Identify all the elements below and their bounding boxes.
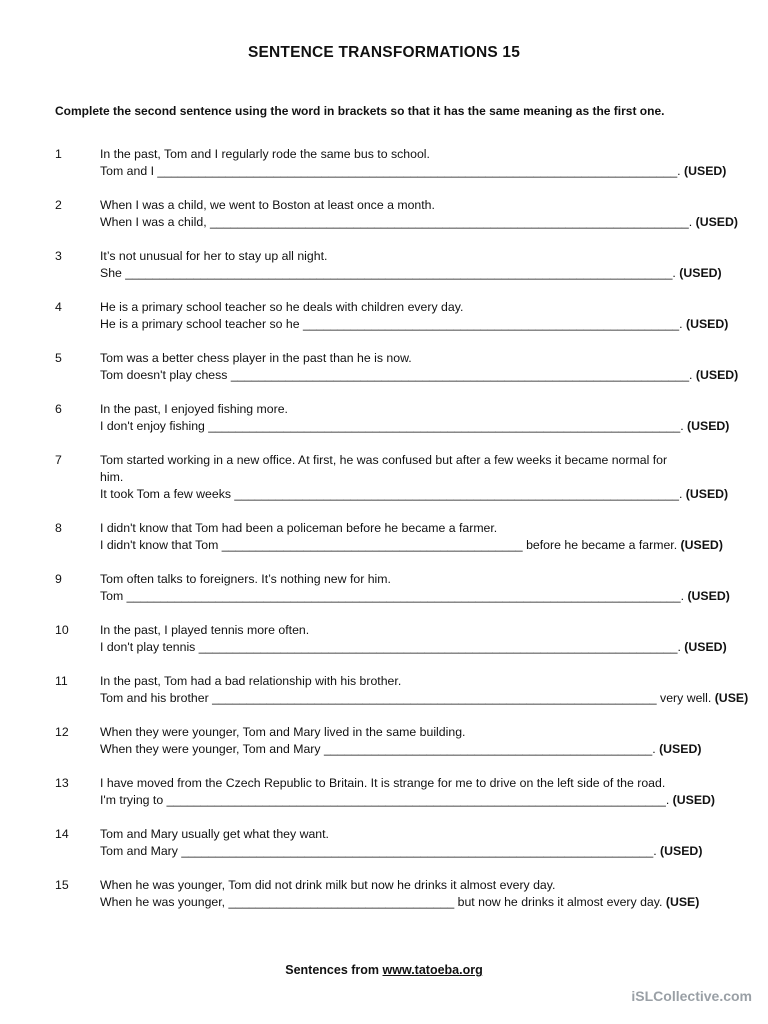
sentence-text: In the past, I played tennis more often.: [100, 623, 310, 637]
exercise-number: 1: [55, 147, 62, 161]
sentence-text: I didn't know that Tom had been a policeman before he became a farmer.: [100, 521, 498, 535]
exercise-line: [100, 741, 715, 758]
sentence-text: Tom and Mary _____________________________________________________________________.: [100, 844, 657, 858]
bracket-keyword: (USE): [711, 691, 749, 705]
footer-prefix: Sentences from: [285, 963, 383, 977]
exercise-line: [100, 163, 727, 180]
exercise-lines: [100, 452, 729, 503]
sentence-text: In the past, I enjoyed fishing more.: [100, 402, 288, 416]
exercise-number: 9: [55, 572, 62, 586]
exercise-number: 8: [55, 521, 62, 535]
exercise-line: [100, 639, 727, 656]
page-title: SENTENCE TRANSFORMATIONS 15: [247, 44, 521, 61]
exercise-number: 7: [55, 453, 62, 467]
exercise-line: [100, 486, 729, 503]
exercise-line: [100, 401, 715, 418]
exercise-lines: [100, 877, 715, 911]
exercise-lines: [100, 248, 722, 282]
sentence-text: When they were younger, Tom and Mary lived in the same building.: [100, 725, 466, 739]
sentence-text: When I was a child, ______________________________________________________________________.: [100, 215, 693, 229]
exercise-lines: [100, 775, 715, 809]
sentence-text: I'm trying to _________________________________________________________________________.: [100, 793, 670, 807]
footer: [0, 963, 768, 977]
exercise-number: 11: [55, 674, 68, 688]
watermark-logo: iSLCollective.com: [631, 988, 752, 1004]
bracket-keyword: (USED): [669, 793, 716, 807]
exercise-lines: [100, 520, 723, 554]
exercise-lines: [100, 146, 727, 180]
sentence-text: I don't play tennis ______________________________________________________________________.: [100, 640, 681, 654]
exercise-line: [100, 418, 730, 435]
exercise-lines: [100, 673, 749, 707]
exercise-line: [100, 265, 722, 282]
exercise-line: [100, 248, 715, 265]
sentence-text: When he was younger, _________________________________ but now he drinks it almost every day.: [100, 895, 663, 909]
exercise-line: [100, 537, 723, 554]
exercise-lines: [100, 826, 715, 860]
sentence-text: Tom was a better chess player in the past than he is now.: [100, 351, 412, 365]
sentence-text: In the past, Tom and I regularly rode the same bus to school.: [100, 147, 430, 161]
bracket-keyword: (USED): [684, 589, 730, 603]
exercise-number: 6: [55, 402, 62, 416]
exercise-number: 5: [55, 351, 62, 365]
sentence-text: Tom _________________________________________________________________________________.: [100, 589, 685, 603]
exercise-line: [100, 775, 715, 792]
sentence-text: I didn't know that Tom ____________________________________________ before he became a farmer.: [100, 538, 678, 552]
exercise-line: [100, 622, 715, 639]
sentence-text: When I was a child, we went to Boston at least once a month.: [100, 198, 435, 212]
exercise-line: [100, 350, 715, 367]
exercise-line: [100, 843, 715, 860]
exercise-line: [100, 571, 715, 588]
sentence-text: I have moved from the Czech Republic to Britain. It is strange for me to drive on the left side of the road.: [100, 776, 666, 790]
sentence-text: He is a primary school teacher so he deals with children every day.: [100, 300, 464, 314]
bracket-keyword: (USED): [692, 368, 739, 382]
exercise-number: 15: [55, 878, 69, 892]
exercise-lines: [100, 571, 730, 605]
bracket-keyword: (USED): [656, 844, 703, 858]
exercise-number: 12: [55, 725, 69, 739]
exercise-line: [100, 520, 715, 537]
exercise-number: 13: [55, 776, 69, 790]
bracket-keyword: (USED): [680, 640, 727, 654]
exercise-lines: [100, 724, 715, 758]
bracket-keyword: (USED): [680, 164, 727, 178]
exercise-number: 3: [55, 249, 62, 263]
sentence-text: He is a primary school teacher so he _______________________________________________________.: [100, 317, 683, 331]
exercise-line: [100, 690, 749, 707]
sentence-text: I don't enjoy fishing _____________________________________________________________________.: [100, 419, 684, 433]
footer-link[interactable]: www.tatoeba.org: [382, 963, 483, 977]
exercise-line: [100, 588, 730, 605]
sentence-text: Tom and I ____________________________________________________________________________.: [100, 164, 681, 178]
exercise-lines: [100, 401, 730, 435]
sentence-text: When they were younger, Tom and Mary ________________________________________________.: [100, 742, 656, 756]
sentence-text: In the past, Tom had a bad relationship with his brother.: [100, 674, 402, 688]
exercise-line: [100, 299, 715, 316]
exercise-line: [100, 673, 715, 690]
sentence-text: Tom and his brother _________________________________________________________________ very well.: [100, 691, 712, 705]
sentence-text: She ________________________________________________________________________________.: [100, 266, 676, 280]
sentence-text: him.: [100, 470, 124, 484]
exercise-line: [100, 316, 729, 333]
bracket-keyword: (USED): [677, 538, 723, 552]
instructions: Complete the second sentence using the word in brackets so that it has the same meaning as the first one.: [55, 104, 665, 118]
bracket-keyword: (USE): [662, 895, 700, 909]
sentence-text: Tom started working in a new office. At first, he was confused but after a few weeks it became normal for: [100, 453, 668, 467]
exercise-number: 10: [55, 623, 69, 637]
bracket-keyword: (USED): [682, 317, 729, 331]
bracket-keyword: (USED): [692, 215, 738, 229]
sentence-text: When he was younger, Tom did not drink milk but now he drinks it almost every day.: [100, 878, 556, 892]
bracket-keyword: (USED): [682, 487, 729, 501]
exercise-number: 14: [55, 827, 69, 841]
exercise-line: [100, 826, 715, 843]
exercise-lines: [100, 350, 739, 384]
exercise-line: [100, 877, 715, 894]
exercise-line: [100, 146, 715, 163]
exercise-line: [100, 724, 715, 741]
exercise-line: [100, 894, 715, 911]
exercise-line: [100, 214, 738, 231]
exercise-lines: [100, 197, 738, 231]
exercise-lines: [100, 622, 727, 656]
bracket-keyword: (USED): [675, 266, 722, 280]
sentence-text: Tom doesn't play chess ___________________________________________________________________.: [100, 368, 693, 382]
sentence-text: It’s not unusual for her to stay up all night.: [100, 249, 328, 263]
bracket-keyword: (USED): [655, 742, 702, 756]
exercise-number: 4: [55, 300, 62, 314]
exercise-line: [100, 469, 715, 486]
exercise-number: 2: [55, 198, 62, 212]
exercise-line: [100, 452, 715, 469]
exercise-lines: [100, 299, 729, 333]
sentence-text: It took Tom a few weeks _________________________________________________________________.: [100, 487, 683, 501]
exercise-line: [100, 792, 715, 809]
sentence-text: Tom often talks to foreigners. It’s nothing new for him.: [100, 572, 391, 586]
exercise-line: [100, 367, 739, 384]
exercise-line: [100, 197, 715, 214]
sentence-text: Tom and Mary usually get what they want.: [100, 827, 329, 841]
bracket-keyword: (USED): [683, 419, 730, 433]
